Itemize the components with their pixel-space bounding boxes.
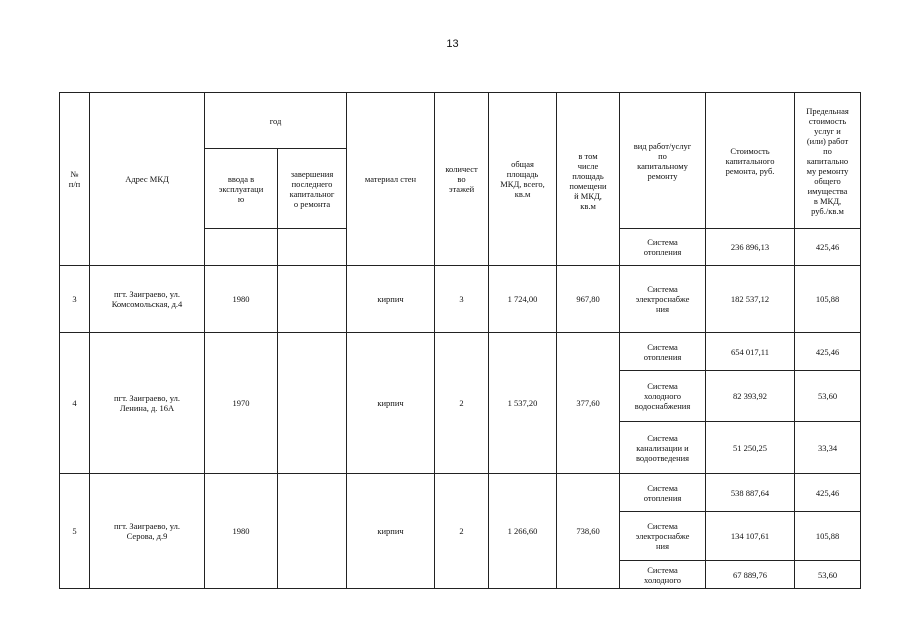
- header-num: № п/п: [60, 93, 90, 266]
- page-number: 13: [446, 38, 459, 50]
- row-address: пгт. Заиграево, ул. Ленина, д. 16А: [90, 333, 205, 474]
- row-total-area: 1 724,00: [489, 266, 557, 333]
- row-group-4: [60, 333, 861, 474]
- row-num: 5: [60, 474, 90, 589]
- row-work: Система электроснабже ния: [620, 266, 706, 333]
- row-group-5: [60, 474, 861, 589]
- header-cost: Стоимость капитального ремонта, руб.: [706, 93, 795, 229]
- row-cost: 134 107,61: [706, 512, 795, 561]
- carryover-empty-2: [278, 229, 347, 266]
- table-header: [60, 93, 861, 266]
- header-year-commission: ввода в эксплуатаци ю: [205, 149, 278, 229]
- header-floors: количест во этажей: [435, 93, 489, 266]
- row-num: 4: [60, 333, 90, 474]
- row-address: пгт. Заиграево, ул. Серова, д.9: [90, 474, 205, 589]
- header-year-last-repair: завершения последнего капитальног о ремонта: [278, 149, 347, 229]
- row-num: 3: [60, 266, 90, 333]
- row-cost: 182 537,12: [706, 266, 795, 333]
- row-total-area: 1 537,20: [489, 333, 557, 474]
- header-address: Адрес МКД: [90, 93, 205, 266]
- carryover-work: Система отопления: [620, 229, 706, 266]
- table-row: [60, 266, 861, 333]
- row-work: Система холодного водоснабжения: [620, 371, 706, 422]
- row-max-cost: 33,34: [795, 422, 861, 474]
- row-work: Система холодного: [620, 561, 706, 589]
- row-repair-year: [278, 266, 347, 333]
- repair-plan-table: [59, 92, 861, 589]
- row-incl-area: 967,80: [557, 266, 620, 333]
- row-cost: 67 889,76: [706, 561, 795, 589]
- row-incl-area: 738,60: [557, 474, 620, 589]
- row-work: Система канализации и водоотведения: [620, 422, 706, 474]
- row-material: кирпич: [347, 474, 435, 589]
- header-work-type: вид работ/услуг по капитальному ремонту: [620, 93, 706, 229]
- header-wall-material: материал стен: [347, 93, 435, 266]
- carryover-max-cost: 425,46: [795, 229, 861, 266]
- row-max-cost: 53,60: [795, 561, 861, 589]
- row-total-area: 1 266,60: [489, 474, 557, 589]
- row-max-cost: 53,60: [795, 371, 861, 422]
- row-floors: 2: [435, 333, 489, 474]
- row-work: Система отопления: [620, 333, 706, 371]
- header-total-area: общая площадь МКД, всего, кв.м: [489, 93, 557, 266]
- row-repair-year: [278, 333, 347, 474]
- row-max-cost: 105,88: [795, 266, 861, 333]
- row-year: 1970: [205, 333, 278, 474]
- row-address: пгт. Заиграево, ул. Комсомольская, д.4: [90, 266, 205, 333]
- table-row: [60, 333, 861, 371]
- row-cost: 51 250,25: [706, 422, 795, 474]
- row-material: кирпич: [347, 266, 435, 333]
- row-cost: 654 017,11: [706, 333, 795, 371]
- header-year-group: год: [205, 93, 347, 149]
- row-max-cost: 425,46: [795, 474, 861, 512]
- row-cost: 538 887,64: [706, 474, 795, 512]
- row-floors: 2: [435, 474, 489, 589]
- row-floors: 3: [435, 266, 489, 333]
- header-max-cost: Предельная стоимость услуг и (или) работ по капитально му ремонту общего имущества в МКД, руб./кв.м: [795, 93, 861, 229]
- table-row: [60, 474, 861, 512]
- row-incl-area: 377,60: [557, 333, 620, 474]
- row-repair-year: [278, 474, 347, 589]
- row-group-3: [60, 266, 861, 333]
- row-max-cost: 105,88: [795, 512, 861, 561]
- row-material: кирпич: [347, 333, 435, 474]
- row-max-cost: 425,46: [795, 333, 861, 371]
- header-incl-area: в том числе площадь помещени й МКД, кв.м: [557, 93, 620, 266]
- row-work: Система электроснабже ния: [620, 512, 706, 561]
- row-cost: 82 393,92: [706, 371, 795, 422]
- row-work: Система отопления: [620, 474, 706, 512]
- row-year: 1980: [205, 474, 278, 589]
- carryover-cost: 236 896,13: [706, 229, 795, 266]
- carryover-empty-1: [205, 229, 278, 266]
- row-year: 1980: [205, 266, 278, 333]
